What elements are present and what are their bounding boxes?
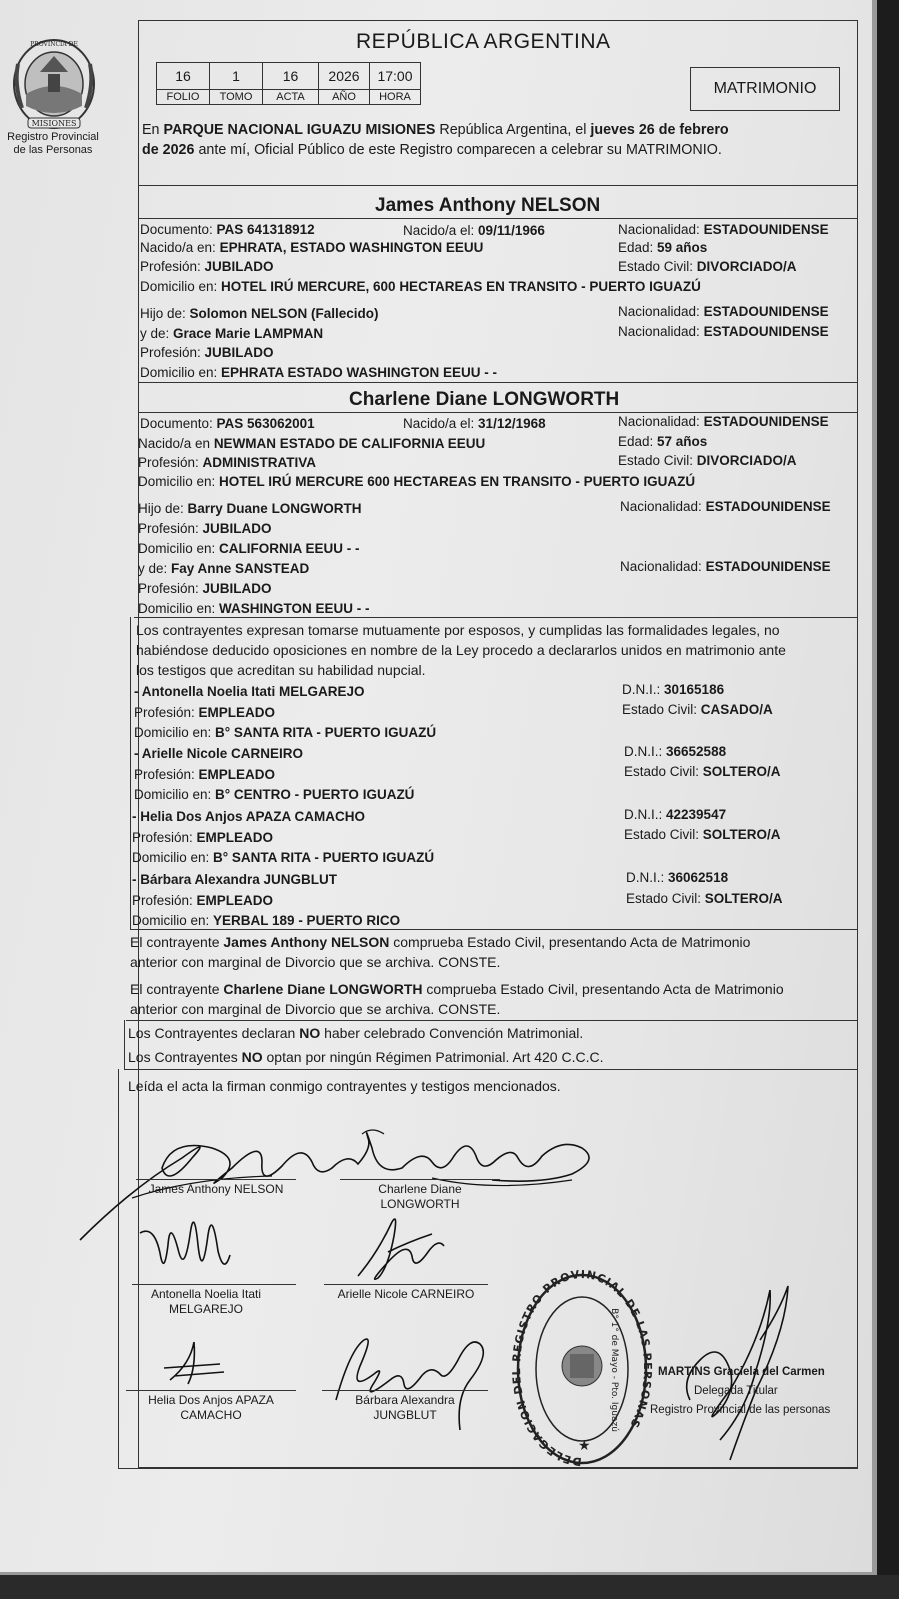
province-seal-icon: [10, 34, 98, 130]
spouse2-father-address: Domicilio en: CALIFORNIA EEUU - -: [138, 541, 360, 556]
divider: [134, 617, 858, 618]
seal-text-bottom: MISIONES: [31, 119, 77, 128]
spouse1-name: James Anthony NELSON: [375, 195, 601, 216]
witness1-dni: D.N.I.: 30165186: [622, 682, 725, 697]
spouse2-age: Edad: 57 años: [618, 434, 708, 449]
regime-line2: Los Contrayentes NO optan por ningún Régimen Patrimonial. Art 420 C.C.C.: [128, 1049, 604, 1065]
spouse2-mother: y de: Fay Anne SANSTEAD: [138, 561, 310, 576]
witness4-signature-ink: [330, 1330, 490, 1440]
witness1-name: - Antonella Noelia Itati MELGAREJO: [134, 684, 365, 699]
regime-line1: Los Contrayentes declaran NO haber celebrado Convención Matrimonial.: [128, 1025, 584, 1041]
spouse1-parents-address: Domicilio en: EPHRATA ESTADO WASHINGTON EEUU - -: [140, 365, 498, 380]
witness1-profession: Profesión: EMPLEADO: [134, 705, 276, 720]
signature-label-witness4: Bárbara Alexandra JUNGBLUT: [355, 1393, 455, 1422]
witness1-signature-ink: [134, 1205, 244, 1285]
witness2-name: - Arielle Nicole CARNEIRO: [134, 746, 304, 761]
witness3-signature-ink: [160, 1338, 230, 1388]
spouse1-address: Domicilio en: HOTEL IRÚ MERCURE, 600 HECTAREAS EN TRANSITO - PUERTO IGUAZÚ: [140, 279, 701, 294]
background-edge: [877, 0, 899, 1599]
divider: [124, 1069, 858, 1070]
spouse1-birthdate: Nacido/a el: 09/11/1966: [403, 223, 545, 238]
registry-stamp-icon: [509, 1267, 655, 1469]
official-title: Delegada Titular: [694, 1385, 778, 1397]
note1-line2: anterior con marginal de Divorcio que se archiva. CONSTE.: [130, 954, 501, 970]
spouse2-mother-profession: Profesión: JUBILADO: [138, 581, 272, 596]
spouse2-civil-status: Estado Civil: DIVORCIADO/A: [618, 453, 797, 468]
acta-label: ACTA: [263, 90, 319, 105]
signature-line: [126, 1390, 296, 1391]
closing-text: Leída el acta la firman conmigo contrayentes y testigos mencionados.: [128, 1078, 561, 1094]
witness2-address: Domicilio en: B° CENTRO - PUERTO IGUAZÚ: [134, 787, 415, 802]
spouse2-father-nationality: Nacionalidad: ESTADOUNIDENSE: [620, 499, 831, 514]
signature-label-spouse1: James Anthony NELSON: [148, 1182, 284, 1196]
spouse2-mother-nationality: Nacionalidad: ESTADOUNIDENSE: [620, 559, 831, 574]
spouse2-profession: Profesión: ADMINISTRATIVA: [138, 455, 317, 470]
divider: [126, 1020, 858, 1021]
stamp-ring-text: DELEGACION DEL REGISTRO PROVINCIAL DE LAS PERSONAS: [509, 1267, 655, 1469]
witness4-profession: Profesión: EMPLEADO: [132, 893, 274, 908]
spouse2-name: Charlene Diane LONGWORTH: [349, 389, 620, 410]
signature-line: [324, 1284, 488, 1285]
seal-text-top: PROVINCIA DE: [30, 41, 78, 48]
declaration-line1: Los contrayentes expresan tomarse mutuamente por esposos, y cumplidas las formalidades legales, no: [136, 622, 780, 638]
witness3-name: - Helia Dos Anjos APAZA CAMACHO: [132, 809, 366, 824]
signature-line: [136, 1179, 296, 1180]
witness4-civil-status: Estado Civil: SOLTERO/A: [626, 891, 783, 906]
spouse1-profession: Profesión: JUBILADO: [140, 259, 274, 274]
acta-value: 16: [263, 63, 319, 90]
signature-line: [132, 1284, 296, 1285]
witness1-civil-status: Estado Civil: CASADO/A: [622, 702, 773, 717]
witness3-civil-status: Estado Civil: SOLTERO/A: [624, 827, 781, 842]
frame-left-edge: [130, 617, 131, 930]
spouse2-nationality: Nacionalidad: ESTADOUNIDENSE: [618, 414, 829, 429]
spouse2-father-profession: Profesión: JUBILADO: [138, 521, 272, 536]
declaration-line2: habiéndose deducido oposiciones en nombre de la Ley procedo a declararlos unidos en matrimonio ante: [136, 642, 786, 658]
acta-fields-table: [156, 62, 421, 105]
intro-line1: En PARQUE NACIONAL IGUAZU MISIONES República Argentina, el jueves 26 de febrero: [142, 122, 729, 138]
note2-line2: anterior con marginal de Divorcio que se archiva. CONSTE.: [130, 1001, 501, 1017]
witness2-profession: Profesión: EMPLEADO: [134, 767, 276, 782]
year-value: 2026: [319, 63, 370, 90]
spouse2-birthplace: Nacido/a en NEWMAN ESTADO DE CALIFORNIA EEUU: [138, 436, 486, 451]
signature-label-witness2: Arielle Nicole CARNEIRO: [337, 1287, 475, 1301]
svg-text:★: ★: [578, 1437, 591, 1453]
spouse1-document: Documento: PAS 641318912: [140, 222, 315, 237]
country-title: REPÚBLICA ARGENTINA: [356, 30, 611, 53]
spouse1-birthplace: Nacido/a en: EPHRATA, ESTADO WASHINGTON EEUU: [140, 240, 484, 255]
witness4-dni: D.N.I.: 36062518: [626, 870, 729, 885]
declaration-line3: los testigos que acreditan su habilidad nupcial.: [136, 662, 426, 678]
tomo-value: 1: [210, 63, 263, 90]
spouse1-parents-profession: Profesión: JUBILADO: [140, 345, 274, 360]
spouse1-nationality: Nacionalidad: ESTADOUNIDENSE: [618, 222, 829, 237]
spouse1-father-nationality: Nacionalidad: ESTADOUNIDENSE: [618, 304, 829, 319]
witness4-name: - Bárbara Alexandra JUNGBLUT: [132, 872, 338, 887]
witness3-dni: D.N.I.: 42239547: [624, 807, 727, 822]
spouse1-age: Edad: 59 años: [618, 240, 708, 255]
hour-label: HORA: [370, 90, 421, 105]
signature-label-witness3: Helia Dos Anjos APAZA CAMACHO: [148, 1393, 274, 1422]
witness2-dni: D.N.I.: 36652588: [624, 744, 727, 759]
official-name: MARTINS Graciela del Carmen: [658, 1366, 825, 1378]
folio-label: FOLIO: [157, 90, 210, 105]
official-registry: Registro Provincial de las personas: [650, 1404, 831, 1416]
frame-left-edge: [124, 1020, 125, 1070]
spouse2-birthdate: Nacido/a el: 31/12/1968: [403, 416, 546, 431]
spouse1-father: Hijo de: Solomon NELSON (Fallecido): [140, 306, 379, 321]
witness3-profession: Profesión: EMPLEADO: [132, 830, 274, 845]
spouse1-mother: y de: Grace Marie LAMPMAN: [140, 326, 324, 341]
witness1-address: Domicilio en: B° SANTA RITA - PUERTO IGUAZÚ: [134, 725, 437, 740]
note1-line1: El contrayente James Anthony NELSON comprueba Estado Civil, presentando Acta de Matrimonio: [130, 934, 751, 950]
spouse2-address: Domicilio en: HOTEL IRÚ MERCURE 600 HECTAREAS EN TRANSITO - PUERTO IGUAZÚ: [138, 474, 696, 489]
background-edge-bottom: [0, 1575, 899, 1599]
spouse2-mother-address: Domicilio en: WASHINGTON EEUU - -: [138, 601, 370, 616]
signature-label-spouse2: Charlene Diane LONGWORTH: [378, 1182, 462, 1211]
spouse2-father: Hijo de: Barry Duane LONGWORTH: [138, 501, 362, 516]
hour-value: 17:00: [370, 63, 421, 90]
witness2-civil-status: Estado Civil: SOLTERO/A: [624, 764, 781, 779]
spouse1-mother-nationality: Nacionalidad: ESTADOUNIDENSE: [618, 324, 829, 339]
spouse1-civil-status: Estado Civil: DIVORCIADO/A: [618, 259, 797, 274]
year-label: AÑO: [319, 90, 370, 105]
note2-line1: El contrayente Charlene Diane LONGWORTH comprueba Estado Civil, presentando Acta de Matrimonio: [130, 981, 784, 997]
spouse2-document: Documento: PAS 563062001: [140, 416, 315, 431]
witness4-address: Domicilio en: YERBAL 189 - PUERTO RICO: [132, 913, 401, 928]
divider: [138, 382, 858, 383]
stamp-inner-text: B° 1° de Mayo - Pto. Iguazú: [609, 1308, 619, 1432]
signature-line: [340, 1179, 500, 1180]
folio-value: 16: [157, 63, 210, 90]
divider: [130, 929, 858, 930]
signature-line: [322, 1390, 488, 1391]
witness3-address: Domicilio en: B° SANTA RITA - PUERTO IGUAZÚ: [132, 850, 435, 865]
tomo-label: TOMO: [210, 90, 263, 105]
signature-label-witness1: Antonella Noelia Itati MELGAREJO: [150, 1287, 262, 1316]
divider: [138, 185, 858, 186]
divider: [138, 412, 858, 413]
registry-name: Registro Provincial de las Personas: [7, 131, 99, 156]
witness2-signature-ink: [348, 1212, 448, 1284]
intro-line2: de 2026 ante mí, Oficial Público de este Registro comparecen a celebrar su MATRIMONIO.: [142, 142, 722, 158]
divider: [138, 218, 858, 219]
act-type-box: MATRIMONIO: [690, 67, 840, 111]
